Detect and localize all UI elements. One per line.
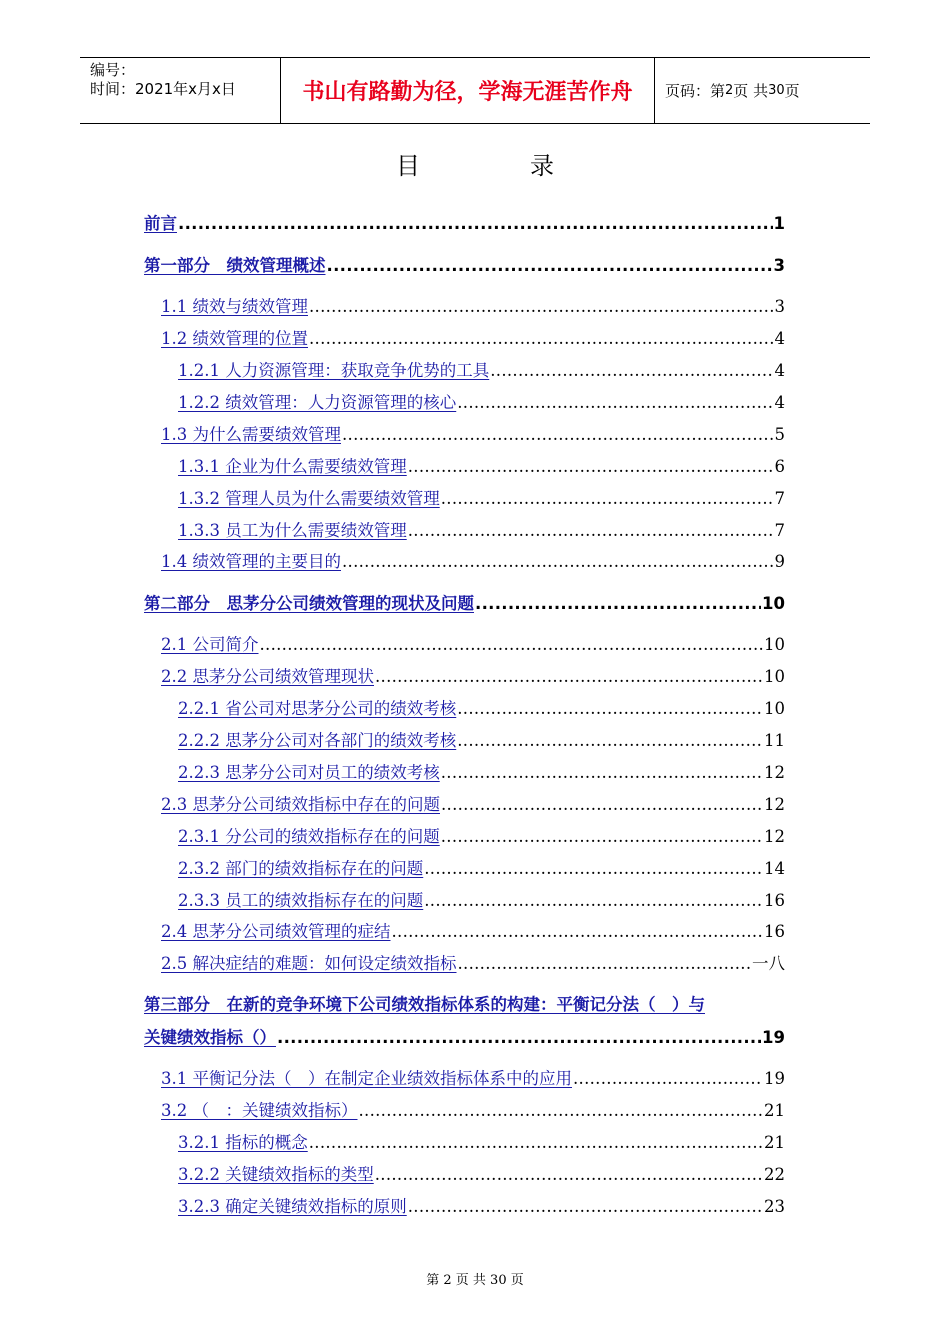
header-meta — [80, 58, 281, 123]
toc-entry-title[interactable]: 3.1 平衡记分法（ ）在制定企业绩效指标体系中的应用 — [161, 1069, 572, 1088]
toc-leader-dots — [441, 795, 763, 814]
toc-leader-dots — [408, 521, 774, 540]
toc-entry-page: 19 — [762, 1028, 785, 1047]
toc-entry[interactable] — [178, 485, 785, 507]
toc-entry-title[interactable]: 1.3 为什么需要绩效管理 — [161, 425, 341, 444]
toc-entry[interactable] — [161, 918, 785, 940]
toc-leader-dots — [408, 1197, 763, 1216]
toc-entry-page: 4 — [774, 361, 785, 380]
toc-entry-page: 14 — [764, 859, 785, 878]
toc-entry[interactable] — [178, 1193, 785, 1215]
toc-entry-title[interactable]: 1.1 绩效与绩效管理 — [161, 297, 308, 316]
toc-entry[interactable] — [178, 389, 785, 411]
toc-entry-page: 10 — [764, 667, 785, 686]
toc-entry[interactable] — [161, 631, 785, 653]
toc-entry-page: 7 — [774, 489, 785, 508]
toc-leader-dots — [475, 594, 761, 613]
header-table — [80, 57, 870, 124]
toc-entry-title[interactable]: 1.4 绩效管理的主要目的 — [161, 552, 341, 571]
toc-entry[interactable] — [144, 252, 785, 274]
toc-entry[interactable] — [178, 759, 785, 781]
toc-entry-title[interactable]: 2.3.1 分公司的绩效指标存在的问题 — [178, 827, 440, 846]
toc-entry-title[interactable]: 1.2.1 人力资源管理：获取竞争优势的工具 — [178, 361, 490, 380]
toc-entry-title[interactable]: 1.2 绩效管理的位置 — [161, 329, 308, 348]
toc-entry-page: 22 — [764, 1165, 785, 1184]
time-label: 时间：2021年x月x日 — [90, 80, 236, 98]
toc-entry-title[interactable]: 2.3.3 员工的绩效指标存在的问题 — [178, 891, 424, 910]
toc-entry[interactable] — [161, 1097, 785, 1119]
toc-leader-dots — [359, 1101, 764, 1120]
toc-entry-page: 16 — [764, 922, 785, 941]
toc-entry-title[interactable]: 2.3.2 部门的绩效指标存在的问题 — [178, 859, 424, 878]
toc-entry[interactable] — [161, 950, 785, 972]
toc-entry-title[interactable]: 3.2 （ ：关键绩效指标） — [161, 1101, 358, 1120]
toc-entry-page: 10 — [764, 635, 785, 654]
toc-leader-dots — [408, 457, 774, 476]
toc-entry[interactable] — [178, 357, 785, 379]
toc-entry[interactable] — [178, 1161, 785, 1183]
toc-entry[interactable] — [161, 421, 785, 443]
toc-entry-title[interactable]: 1.2.2 绩效管理：人力资源管理的核心 — [178, 393, 457, 412]
toc-leader-dots — [309, 297, 774, 316]
toc-entry[interactable] — [178, 453, 785, 475]
toc-entry-page: 10 — [764, 699, 785, 718]
toc-entry-title[interactable]: 3.2.1 指标的概念 — [178, 1133, 308, 1152]
toc-leader-dots — [260, 635, 764, 654]
toc-leader-dots — [277, 1028, 761, 1047]
page-footer: 第 2 页 共 30 页 — [426, 1273, 524, 1288]
toc-entry-title[interactable]: 3.2.3 确定关键绩效指标的原则 — [178, 1197, 407, 1216]
toc-entry-page: 11 — [764, 731, 785, 750]
toc-entry[interactable] — [144, 590, 785, 612]
toc-entry-page: 10 — [762, 594, 785, 613]
toc-entry-page: 5 — [774, 425, 785, 444]
toc-entry-title[interactable]: 1.3.1 企业为什么需要绩效管理 — [178, 457, 407, 476]
page-mid: 页 共 — [733, 82, 769, 100]
toc-entry-page: 16 — [764, 891, 785, 910]
toc-entry[interactable] — [144, 210, 785, 232]
toc-entry[interactable] — [161, 293, 785, 315]
toc-entry-page: 23 — [764, 1197, 785, 1216]
toc-entry[interactable] — [178, 887, 785, 909]
toc-entry[interactable] — [161, 548, 785, 570]
toc-entry[interactable] — [178, 695, 785, 717]
toc-entry-page: 19 — [764, 1069, 785, 1088]
toc-leader-dots — [342, 552, 774, 571]
toc-entry[interactable] — [178, 823, 785, 845]
toc-entry-title[interactable]: 1.3.3 员工为什么需要绩效管理 — [178, 521, 407, 540]
toc-entry-title[interactable]: 2.1 公司简介 — [161, 635, 259, 654]
toc-entry[interactable] — [178, 1129, 785, 1151]
toc-entry[interactable] — [161, 1065, 785, 1087]
toc-entry-page: 3 — [774, 297, 785, 316]
toc-entry-page: 21 — [764, 1101, 785, 1120]
toc-leader-dots — [424, 891, 763, 910]
toc-leader-dots — [342, 425, 774, 444]
toc-entry[interactable] — [144, 1024, 785, 1046]
page-num: 2 — [725, 83, 734, 98]
toc-leader-dots — [441, 489, 774, 508]
toc-entry-page: 3 — [773, 256, 785, 275]
toc-entry-page: 6 — [774, 457, 785, 476]
toc-leader-dots — [573, 1069, 763, 1088]
header-motto: 书山有路勤为径，学海无涯苦作舟 — [281, 58, 655, 123]
toc-entry-title[interactable]: 3.2.2 关键绩效指标的类型 — [178, 1165, 374, 1184]
toc-entry-page: 21 — [764, 1133, 785, 1152]
toc-entry-title[interactable]: 2.2.2 思茅分公司对各部门的绩效考核 — [178, 731, 457, 750]
number-label: 编号： — [90, 61, 136, 79]
header-page-info — [655, 58, 870, 123]
toc-entry-page: 1 — [773, 214, 785, 233]
toc-entry-page: 一八 — [752, 954, 785, 973]
toc-leader-dots — [375, 667, 763, 686]
toc-leader-dots — [309, 329, 774, 348]
toc-entry[interactable] — [178, 727, 785, 749]
toc-leader-dots — [375, 1165, 763, 1184]
page-total: 30 — [768, 83, 785, 98]
toc-entry-title[interactable]: 前言 — [144, 214, 177, 233]
toc-leader-dots — [457, 699, 763, 718]
toc-entry[interactable] — [161, 663, 785, 685]
toc-leader-dots — [490, 361, 773, 380]
toc-entry[interactable] — [178, 855, 785, 877]
toc-entry-title[interactable]: 第二部分 思茅分公司绩效管理的现状及问题 — [144, 594, 474, 613]
toc-leader-dots — [424, 859, 763, 878]
toc-entry[interactable] — [161, 325, 785, 347]
toc-entry-page: 12 — [764, 795, 785, 814]
toc-entry-title[interactable]: 2.4 思茅分公司绩效管理的症结 — [161, 922, 391, 941]
toc-entry-page: 7 — [774, 521, 785, 540]
toc-entry-title[interactable]: 2.2.3 思茅分公司对员工的绩效考核 — [178, 763, 440, 782]
toc-leader-dots — [441, 763, 763, 782]
page-end: 页 — [784, 82, 800, 100]
toc-entry-page: 12 — [764, 763, 785, 782]
toc-entry-title[interactable]: 1.3.2 管理人员为什么需要绩效管理 — [178, 489, 440, 508]
toc-leader-dots — [441, 827, 763, 846]
toc-entry-title[interactable]: 关键绩效指标（） — [144, 1028, 276, 1047]
page-title: 目录 — [396, 152, 664, 180]
toc-entry-title[interactable]: 2.3 思茅分公司绩效指标中存在的问题 — [161, 795, 440, 814]
toc-leader-dots — [178, 214, 773, 233]
toc-entry-page: 4 — [774, 329, 785, 348]
toc-entry-page: 12 — [764, 827, 785, 846]
toc-leader-dots — [327, 256, 773, 275]
page-label: 页码：第 — [665, 82, 726, 100]
toc-leader-dots — [392, 922, 764, 941]
toc-entry-title[interactable]: 2.2.1 省公司对思茅分公司的绩效考核 — [178, 699, 457, 718]
toc-entry-title[interactable]: 2.2 思茅分公司绩效管理现状 — [161, 667, 374, 686]
toc-entry[interactable] — [178, 517, 785, 539]
toc-leader-dots — [309, 1133, 763, 1152]
toc-leader-dots — [457, 731, 763, 750]
toc-part3-line1[interactable]: 第三部分 在新的竞争环境下公司绩效指标体系的构建：平衡记分法（ ）与 — [144, 995, 705, 1014]
toc-entry-page: 4 — [774, 393, 785, 412]
toc-leader-dots — [458, 954, 752, 973]
toc-entry-page: 9 — [774, 552, 785, 571]
toc-entry-title[interactable]: 第一部分 绩效管理概述 — [144, 256, 326, 275]
toc-entry[interactable] — [161, 791, 785, 813]
toc-leader-dots — [457, 393, 773, 412]
toc-entry-title[interactable]: 2.5 解决症结的难题：如何设定绩效指标 — [161, 954, 457, 973]
